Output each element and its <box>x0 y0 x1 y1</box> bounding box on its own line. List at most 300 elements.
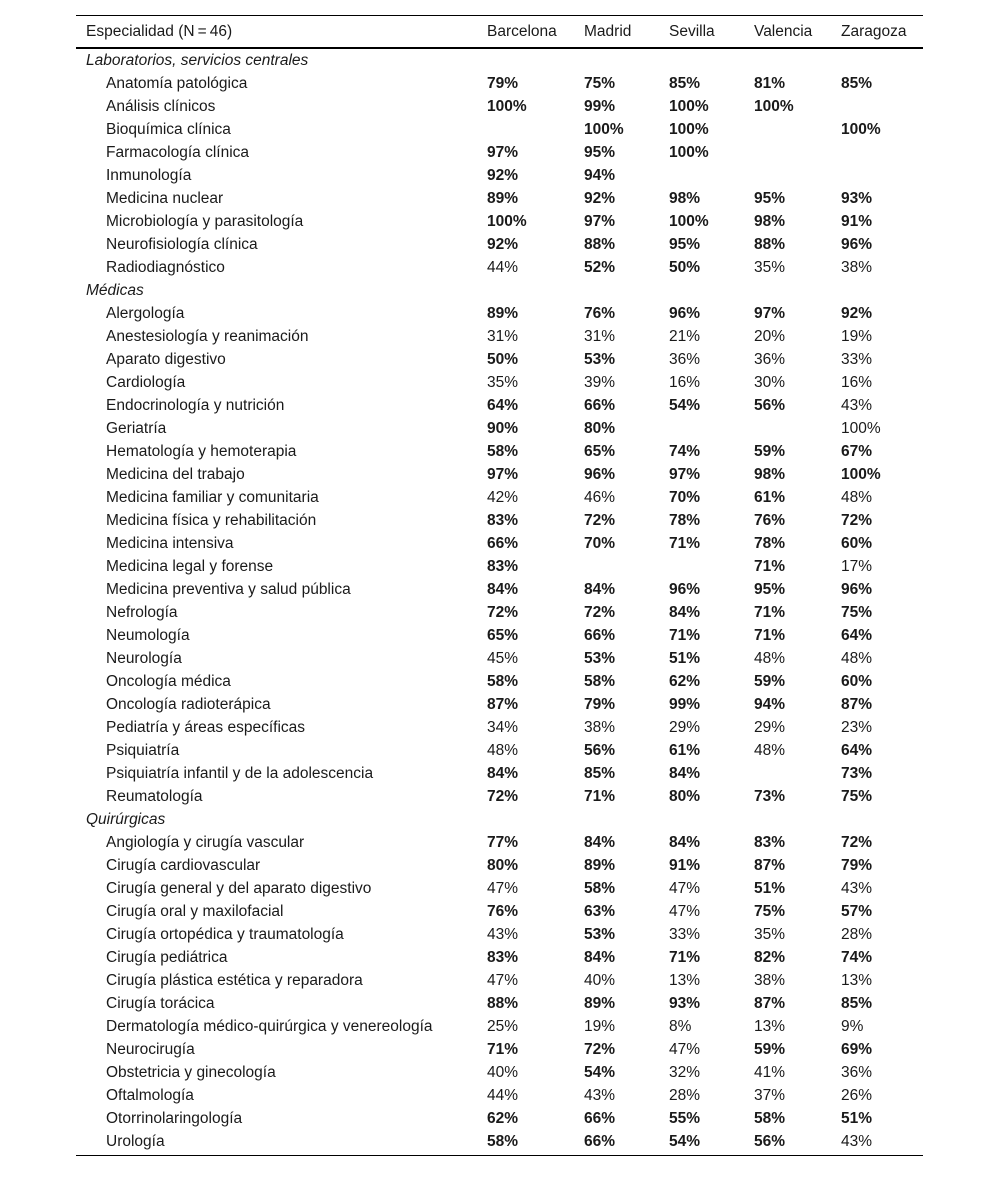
percent-cell: 99% <box>584 97 616 115</box>
percent-cell <box>574 555 659 578</box>
table-row <box>76 992 923 1015</box>
percent-cell: 38% <box>584 718 616 736</box>
percent-cell: 64% <box>841 626 873 644</box>
percent-cell: 97% <box>584 212 616 230</box>
percent-cell: 40% <box>584 971 616 989</box>
percent-cell <box>744 141 831 164</box>
specialty-name: Medicina nuclear <box>106 189 224 207</box>
percent-cell: 47% <box>487 879 519 897</box>
table-row <box>76 739 923 762</box>
table-row <box>76 923 923 946</box>
table-row <box>76 670 923 693</box>
percent-cell: 71% <box>754 603 786 621</box>
percent-cell: 79% <box>841 856 873 874</box>
percent-cell: 94% <box>754 695 786 713</box>
specialty-name: Obstetricia y ginecología <box>106 1063 276 1081</box>
table-row <box>76 463 923 486</box>
percent-cell: 58% <box>487 672 519 690</box>
percent-cell <box>659 164 744 187</box>
section-title: Quirúrgicas <box>86 810 166 828</box>
specialty-name: Hematología y hemoterapia <box>106 442 297 460</box>
percent-cell: 100% <box>584 120 624 138</box>
specialty-name: Neurología <box>106 649 182 667</box>
specialty-name: Cirugía ortopédica y traumatología <box>106 925 344 943</box>
table-row <box>76 348 923 371</box>
percent-cell: 88% <box>584 235 616 253</box>
percent-cell: 71% <box>754 557 786 575</box>
percent-cell: 97% <box>754 304 786 322</box>
percent-cell: 50% <box>487 350 519 368</box>
percent-cell: 98% <box>669 189 701 207</box>
percent-cell: 91% <box>841 212 873 230</box>
percent-cell: 66% <box>487 534 519 552</box>
percent-cell: 77% <box>487 833 519 851</box>
table-row <box>76 233 923 256</box>
specialty-table-container <box>76 15 923 1156</box>
percent-cell: 95% <box>754 580 786 598</box>
percent-cell: 93% <box>669 994 701 1012</box>
table-row <box>76 647 923 670</box>
table-row <box>76 578 923 601</box>
percent-cell: 74% <box>841 948 873 966</box>
percent-cell: 35% <box>487 373 519 391</box>
percent-cell: 20% <box>754 327 786 345</box>
percent-cell: 48% <box>754 649 786 667</box>
table-row <box>76 440 923 463</box>
specialty-name: Cirugía torácica <box>106 994 215 1012</box>
percent-cell: 85% <box>669 74 701 92</box>
specialty-name: Cardiología <box>106 373 186 391</box>
percent-cell: 95% <box>669 235 701 253</box>
percent-cell: 72% <box>841 833 873 851</box>
percent-cell: 60% <box>841 672 873 690</box>
percent-cell: 73% <box>754 787 786 805</box>
percent-cell: 9% <box>841 1017 864 1035</box>
percent-cell: 92% <box>841 304 873 322</box>
section-title: Médicas <box>86 281 144 299</box>
table-row <box>76 969 923 992</box>
percent-cell: 84% <box>487 764 519 782</box>
percent-cell: 28% <box>669 1086 701 1104</box>
percent-cell: 67% <box>841 442 873 460</box>
percent-cell: 80% <box>584 419 616 437</box>
percent-cell: 51% <box>669 649 701 667</box>
percent-cell: 76% <box>754 511 786 529</box>
percent-cell: 74% <box>669 442 701 460</box>
table-row <box>76 831 923 854</box>
specialty-name: Medicina familiar y comunitaria <box>106 488 319 506</box>
percent-cell: 83% <box>487 511 519 529</box>
table-header <box>76 16 923 49</box>
percent-cell: 84% <box>584 580 616 598</box>
specialty-name: Cirugía cardiovascular <box>106 856 261 874</box>
percent-cell: 95% <box>754 189 786 207</box>
percent-cell: 92% <box>584 189 616 207</box>
table-row <box>76 1130 923 1155</box>
percent-cell: 35% <box>754 258 786 276</box>
percent-cell: 47% <box>487 971 519 989</box>
percent-cell <box>744 118 831 141</box>
percent-cell: 95% <box>584 143 616 161</box>
percent-cell <box>744 762 831 785</box>
percent-cell: 90% <box>487 419 519 437</box>
percent-cell: 53% <box>584 649 616 667</box>
percent-cell: 87% <box>754 994 786 1012</box>
specialty-name: Oftalmología <box>106 1086 194 1104</box>
bottom-rule <box>76 1155 923 1156</box>
percent-cell: 50% <box>669 258 701 276</box>
percent-cell: 30% <box>754 373 786 391</box>
percent-cell: 32% <box>669 1063 701 1081</box>
table-row <box>76 256 923 279</box>
percent-cell: 58% <box>754 1109 786 1127</box>
percent-cell: 19% <box>841 327 873 345</box>
table-row <box>76 1038 923 1061</box>
percent-cell: 16% <box>669 373 701 391</box>
percent-cell: 100% <box>754 97 794 115</box>
percent-cell: 54% <box>584 1063 616 1081</box>
specialty-name: Anestesiología y reanimación <box>106 327 309 345</box>
percent-cell: 75% <box>841 787 873 805</box>
percent-cell: 58% <box>584 879 616 897</box>
percent-cell: 47% <box>669 902 701 920</box>
percent-cell: 76% <box>487 902 519 920</box>
specialty-name: Anatomía patológica <box>106 74 248 92</box>
specialty-name: Neumología <box>106 626 190 644</box>
table-row <box>76 854 923 877</box>
percent-cell: 92% <box>487 166 519 184</box>
header-city-barcelona: Barcelona <box>487 22 557 40</box>
specialty-name: Cirugía pediátrica <box>106 948 228 966</box>
percent-cell: 97% <box>487 143 519 161</box>
percent-cell: 72% <box>487 787 519 805</box>
percent-cell: 36% <box>669 350 701 368</box>
percent-cell: 81% <box>754 74 786 92</box>
specialty-name: Reumatología <box>106 787 203 805</box>
table-row <box>76 302 923 325</box>
percent-cell: 46% <box>584 488 616 506</box>
percent-cell: 65% <box>487 626 519 644</box>
percent-cell: 79% <box>487 74 519 92</box>
percent-cell: 78% <box>669 511 701 529</box>
percent-cell: 38% <box>754 971 786 989</box>
percent-cell: 69% <box>841 1040 873 1058</box>
percent-cell: 48% <box>754 741 786 759</box>
percent-cell: 61% <box>669 741 701 759</box>
percent-cell: 51% <box>754 879 786 897</box>
percent-cell: 53% <box>584 925 616 943</box>
specialty-name: Análisis clínicos <box>106 97 216 115</box>
table-row <box>76 1015 923 1038</box>
percent-cell <box>477 118 574 141</box>
percent-cell: 31% <box>584 327 616 345</box>
specialty-name: Microbiología y parasitología <box>106 212 304 230</box>
specialty-name: Dermatología médico-quirúrgica y venereología <box>106 1017 433 1035</box>
percent-cell: 25% <box>487 1017 519 1035</box>
header-city-zaragoza: Zaragoza <box>841 22 907 40</box>
percent-cell: 72% <box>487 603 519 621</box>
percent-cell: 72% <box>841 511 873 529</box>
percent-cell: 84% <box>487 580 519 598</box>
table-row <box>76 1061 923 1084</box>
percent-cell: 100% <box>841 120 881 138</box>
percent-cell: 84% <box>669 833 701 851</box>
percent-cell: 85% <box>841 994 873 1012</box>
specialty-name: Pediatría y áreas específicas <box>106 718 306 736</box>
percent-cell: 97% <box>669 465 701 483</box>
percent-cell: 43% <box>841 879 873 897</box>
header-city-sevilla: Sevilla <box>669 22 715 40</box>
percent-cell: 59% <box>754 672 786 690</box>
percent-cell: 59% <box>754 1040 786 1058</box>
table-row <box>76 716 923 739</box>
specialty-name: Cirugía general y del aparato digestivo <box>106 879 372 897</box>
percent-cell: 66% <box>584 396 616 414</box>
percent-cell <box>831 164 923 187</box>
specialty-name: Inmunología <box>106 166 192 184</box>
table-row <box>76 946 923 969</box>
specialty-name: Aparato digestivo <box>106 350 226 368</box>
header-city-madrid: Madrid <box>584 22 632 40</box>
specialty-name: Cirugía oral y maxilofacial <box>106 902 284 920</box>
percent-cell: 23% <box>841 718 873 736</box>
percent-cell: 40% <box>487 1063 519 1081</box>
percent-cell: 99% <box>669 695 701 713</box>
header-row <box>76 16 923 49</box>
table-row <box>76 601 923 624</box>
percent-cell: 75% <box>841 603 873 621</box>
percent-cell: 48% <box>841 649 873 667</box>
table-row <box>76 624 923 647</box>
percent-cell: 100% <box>487 212 527 230</box>
specialty-name: Bioquímica clínica <box>106 120 231 138</box>
percent-cell: 59% <box>754 442 786 460</box>
percent-cell: 58% <box>584 672 616 690</box>
percent-cell: 62% <box>669 672 701 690</box>
percent-cell: 13% <box>754 1017 786 1035</box>
percent-cell: 61% <box>754 488 786 506</box>
table-row <box>76 877 923 900</box>
percent-cell: 75% <box>584 74 616 92</box>
percent-cell: 96% <box>669 580 701 598</box>
percent-cell: 96% <box>584 465 616 483</box>
header-city-valencia: Valencia <box>754 22 813 40</box>
header-specialty: Especialidad (N = 46) <box>86 22 233 40</box>
percent-cell: 70% <box>584 534 616 552</box>
percent-cell: 83% <box>487 948 519 966</box>
percent-cell: 66% <box>584 1109 616 1127</box>
table-row <box>76 762 923 785</box>
percent-cell: 71% <box>669 534 701 552</box>
percent-cell <box>831 141 923 164</box>
percent-cell: 53% <box>584 350 616 368</box>
percent-cell: 48% <box>841 488 873 506</box>
specialty-name: Oncología radioterápica <box>106 695 271 713</box>
percent-cell: 87% <box>841 695 873 713</box>
percent-cell: 100% <box>841 465 881 483</box>
percent-cell: 37% <box>754 1086 786 1104</box>
percent-cell: 63% <box>584 902 616 920</box>
percent-cell: 71% <box>669 626 701 644</box>
percent-cell: 56% <box>754 1132 786 1150</box>
percent-cell: 43% <box>841 396 873 414</box>
percent-cell: 55% <box>669 1109 701 1127</box>
percent-cell: 29% <box>669 718 701 736</box>
table-row <box>76 486 923 509</box>
percent-cell: 43% <box>841 1132 873 1150</box>
percent-cell: 28% <box>841 925 873 943</box>
percent-cell: 36% <box>841 1063 873 1081</box>
percent-cell: 82% <box>754 948 786 966</box>
percent-cell: 19% <box>584 1017 616 1035</box>
percent-cell: 93% <box>841 189 873 207</box>
percent-cell: 29% <box>754 718 786 736</box>
percent-cell: 89% <box>584 994 616 1012</box>
percent-cell: 98% <box>754 465 786 483</box>
percent-cell: 43% <box>487 925 519 943</box>
percent-cell: 96% <box>669 304 701 322</box>
table-row <box>76 509 923 532</box>
percent-cell: 34% <box>487 718 519 736</box>
percent-cell: 57% <box>841 902 873 920</box>
specialty-name: Neurofisiología clínica <box>106 235 258 253</box>
percent-cell: 56% <box>754 396 786 414</box>
percent-cell <box>744 417 831 440</box>
table-row <box>76 693 923 716</box>
percent-cell: 41% <box>754 1063 786 1081</box>
table-row <box>76 164 923 187</box>
table-row <box>76 417 923 440</box>
specialty-name: Endocrinología y nutrición <box>106 396 285 414</box>
percent-cell: 60% <box>841 534 873 552</box>
specialty-name: Urología <box>106 1132 165 1150</box>
specialty-name: Psiquiatría <box>106 741 180 759</box>
table-row <box>76 118 923 141</box>
percent-cell: 38% <box>841 258 873 276</box>
percent-cell: 35% <box>754 925 786 943</box>
percent-cell: 89% <box>487 189 519 207</box>
percent-cell: 31% <box>487 327 519 345</box>
percent-cell: 66% <box>584 626 616 644</box>
table-row <box>76 72 923 95</box>
percent-cell: 54% <box>669 396 701 414</box>
section-title: Laboratorios, servicios centrales <box>86 51 309 69</box>
percent-cell: 100% <box>841 419 881 437</box>
table-row <box>76 210 923 233</box>
percent-cell: 100% <box>669 120 709 138</box>
percent-cell: 100% <box>487 97 527 115</box>
percent-cell: 96% <box>841 580 873 598</box>
percent-cell: 83% <box>487 557 519 575</box>
percent-cell: 87% <box>487 695 519 713</box>
percent-cell: 45% <box>487 649 519 667</box>
table-row <box>76 371 923 394</box>
percent-cell: 84% <box>669 764 701 782</box>
percent-cell: 58% <box>487 442 519 460</box>
percent-cell: 56% <box>584 741 616 759</box>
percent-cell: 44% <box>487 258 519 276</box>
percent-cell: 33% <box>841 350 873 368</box>
specialty-name: Medicina preventiva y salud pública <box>106 580 351 598</box>
percent-cell: 78% <box>754 534 786 552</box>
table-row <box>76 900 923 923</box>
percent-cell: 88% <box>754 235 786 253</box>
specialty-table <box>76 15 923 1155</box>
percent-cell: 36% <box>754 350 786 368</box>
percent-cell: 98% <box>754 212 786 230</box>
percent-cell: 13% <box>841 971 873 989</box>
percent-cell: 73% <box>841 764 873 782</box>
percent-cell: 17% <box>841 557 873 575</box>
percent-cell: 21% <box>669 327 701 345</box>
percent-cell: 100% <box>669 143 709 161</box>
percent-cell: 51% <box>841 1109 873 1127</box>
specialty-name: Medicina física y rehabilitación <box>106 511 317 529</box>
table-row <box>76 325 923 348</box>
percent-cell: 96% <box>841 235 873 253</box>
percent-cell: 16% <box>841 373 873 391</box>
table-row <box>76 1084 923 1107</box>
percent-cell: 71% <box>669 948 701 966</box>
percent-cell: 72% <box>584 1040 616 1058</box>
specialty-name: Otorrinolaringología <box>106 1109 243 1127</box>
specialty-name: Radiodiagnóstico <box>106 258 225 276</box>
table-row <box>76 785 923 808</box>
specialty-name: Nefrología <box>106 603 178 621</box>
percent-cell <box>831 95 923 118</box>
percent-cell: 92% <box>487 235 519 253</box>
table-row <box>76 394 923 417</box>
percent-cell: 72% <box>584 511 616 529</box>
percent-cell: 85% <box>841 74 873 92</box>
percent-cell: 65% <box>584 442 616 460</box>
percent-cell: 88% <box>487 994 519 1012</box>
table-row <box>76 555 923 578</box>
table-row <box>76 141 923 164</box>
specialty-name: Medicina intensiva <box>106 534 234 552</box>
percent-cell: 84% <box>584 948 616 966</box>
percent-cell: 76% <box>584 304 616 322</box>
percent-cell: 47% <box>669 1040 701 1058</box>
percent-cell: 84% <box>669 603 701 621</box>
percent-cell: 83% <box>754 833 786 851</box>
percent-cell: 89% <box>487 304 519 322</box>
percent-cell: 54% <box>669 1132 701 1150</box>
percent-cell <box>744 164 831 187</box>
specialty-name: Neurocirugía <box>106 1040 195 1058</box>
percent-cell: 33% <box>669 925 701 943</box>
specialty-name: Oncología médica <box>106 672 231 690</box>
percent-cell: 100% <box>669 212 709 230</box>
percent-cell: 47% <box>669 879 701 897</box>
table-row <box>76 187 923 210</box>
percent-cell: 70% <box>669 488 701 506</box>
percent-cell: 87% <box>754 856 786 874</box>
percent-cell: 75% <box>754 902 786 920</box>
percent-cell: 64% <box>841 741 873 759</box>
specialty-name: Psiquiatría infantil y de la adolescencia <box>106 764 374 782</box>
section-header-row <box>76 48 923 72</box>
section-header-row <box>76 279 923 302</box>
specialty-name: Medicina legal y forense <box>106 557 274 575</box>
percent-cell: 71% <box>487 1040 519 1058</box>
percent-cell: 85% <box>584 764 616 782</box>
percent-cell: 26% <box>841 1086 873 1104</box>
specialty-name: Alergología <box>106 304 185 322</box>
percent-cell: 66% <box>584 1132 616 1150</box>
percent-cell: 39% <box>584 373 616 391</box>
section-header-row <box>76 808 923 831</box>
